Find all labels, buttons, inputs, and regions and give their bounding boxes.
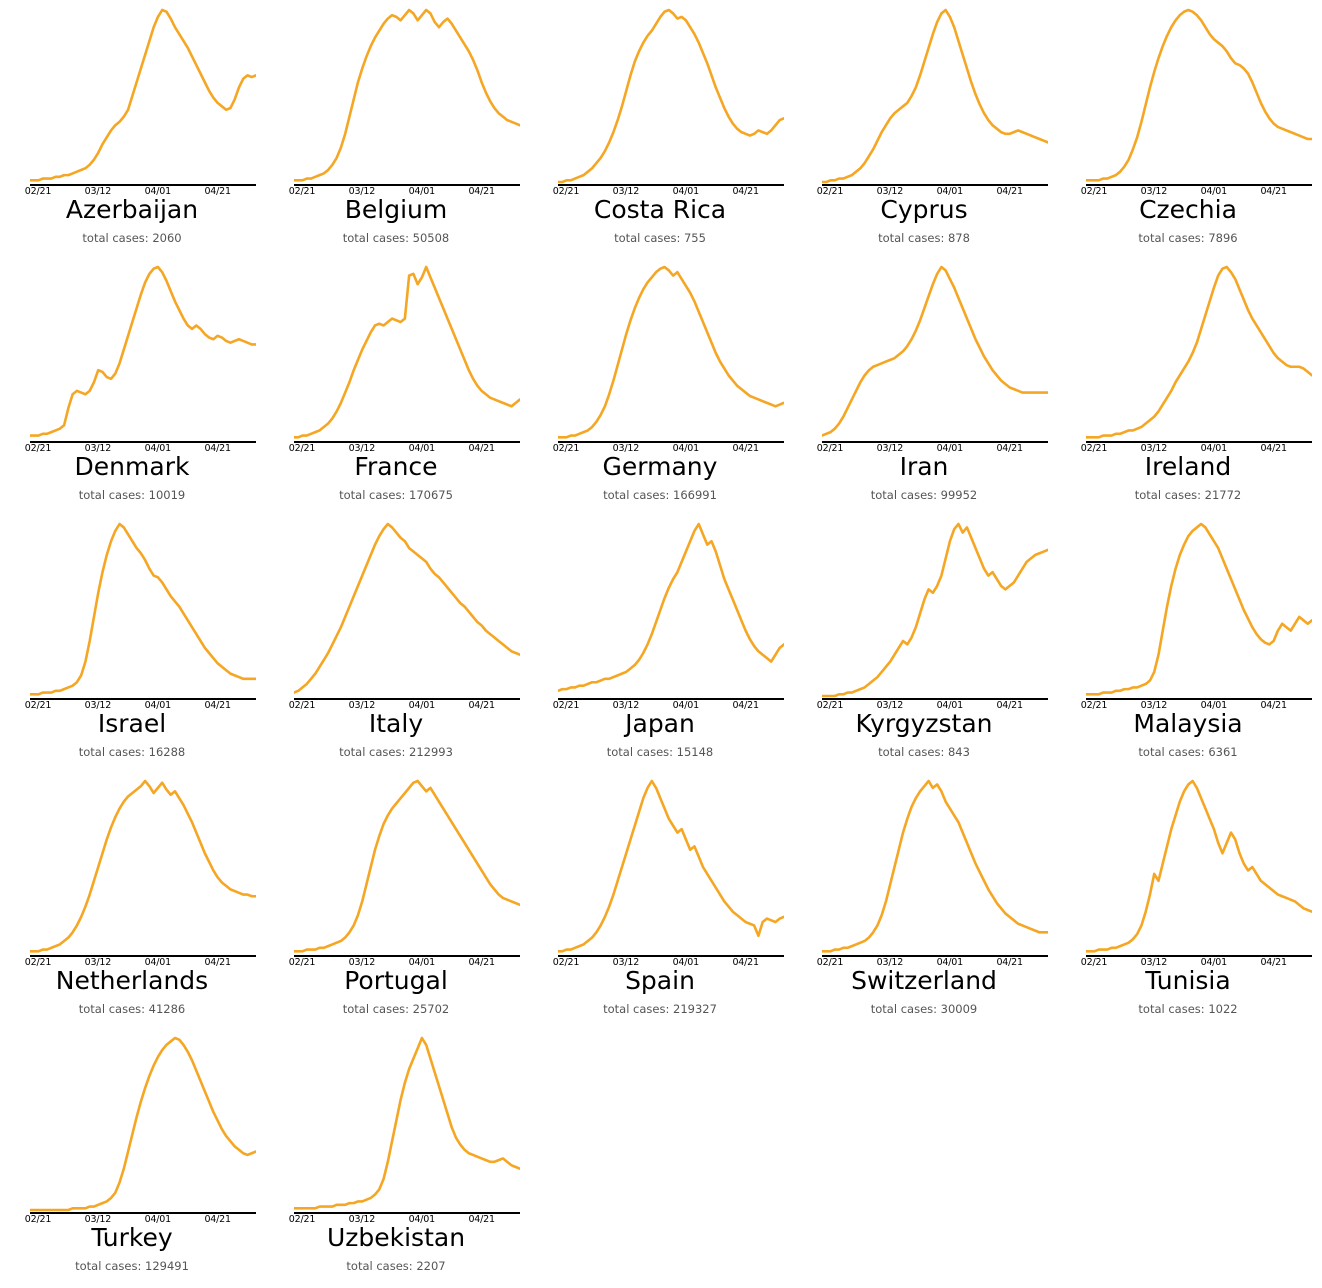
- chart-panel: [792, 771, 1056, 1028]
- panel-plot-area: [822, 6, 1048, 184]
- panel-country-title: Tunisia: [1145, 966, 1231, 995]
- case-curve-line: [822, 267, 1048, 436]
- x-tick-label: 04/21: [468, 700, 495, 711]
- panel-country-title: Turkey: [91, 1223, 173, 1252]
- panel-plot-area: [30, 1034, 256, 1212]
- x-tick-label: 04/01: [936, 700, 963, 711]
- case-curve-line: [1086, 781, 1312, 951]
- panel-total-cases-label: total cases: 2207: [346, 1259, 446, 1273]
- panel-total-cases-label: total cases: 21772: [1134, 488, 1242, 502]
- panel-country-title: Netherlands: [55, 966, 209, 995]
- panel-total-cases-label: total cases: 755: [614, 231, 706, 245]
- x-tick-label: 04/01: [936, 186, 963, 197]
- chart-panel: [792, 514, 1056, 771]
- case-curve-line: [558, 781, 784, 951]
- panel-country-title: Malaysia: [1133, 709, 1243, 738]
- case-curve-line: [30, 267, 256, 436]
- x-tick-label: 03/12: [1140, 700, 1168, 711]
- panel-total-cases-label: total cases: 170675: [339, 488, 453, 502]
- x-tick-label: 02/21: [552, 186, 580, 197]
- x-tick-label: 03/12: [84, 186, 112, 197]
- x-tick-label: 04/01: [936, 957, 963, 968]
- panel-country-title: Switzerland: [851, 966, 997, 995]
- x-tick-label: 03/12: [348, 443, 376, 454]
- x-tick-label: 04/21: [1260, 957, 1287, 968]
- chart-panel: [528, 514, 792, 771]
- x-tick-label: 02/21: [552, 957, 580, 968]
- panel-plot-area: [294, 263, 520, 441]
- x-tick-label: 03/12: [612, 700, 640, 711]
- case-curve-line: [294, 524, 520, 693]
- panel-country-title: Iran: [899, 452, 949, 481]
- x-tick-label: 04/21: [468, 1214, 495, 1225]
- x-tick-label: 04/21: [1260, 443, 1287, 454]
- x-tick-label: 02/21: [816, 957, 844, 968]
- case-curve-line: [558, 10, 784, 182]
- chart-panel: [1056, 771, 1320, 1028]
- chart-panel: [1056, 0, 1320, 257]
- chart-panel: [264, 771, 528, 1028]
- x-tick-label: 04/21: [732, 186, 759, 197]
- panel-plot-area: [1086, 263, 1312, 441]
- case-curve-line: [30, 10, 256, 180]
- case-curve-line: [30, 524, 256, 694]
- x-tick-label: 04/21: [996, 957, 1023, 968]
- x-tick-label: 04/21: [732, 700, 759, 711]
- x-tick-label: 02/21: [816, 186, 844, 197]
- x-tick-label: 02/21: [288, 186, 316, 197]
- case-curve-line: [294, 1038, 520, 1208]
- x-tick-label: 04/01: [408, 957, 435, 968]
- case-curve-line: [1086, 10, 1312, 180]
- panel-plot-area: [30, 6, 256, 184]
- x-tick-label: 03/12: [1140, 186, 1168, 197]
- x-tick-label: 04/01: [144, 700, 171, 711]
- x-tick-label: 03/12: [612, 186, 640, 197]
- chart-panel: [1056, 257, 1320, 514]
- panel-plot-area: [558, 777, 784, 955]
- panel-total-cases-label: total cases: 878: [878, 231, 970, 245]
- x-tick-label: 04/01: [936, 443, 963, 454]
- panel-plot-area: [30, 263, 256, 441]
- x-tick-label: 04/21: [204, 1214, 231, 1225]
- x-tick-label: 03/12: [348, 700, 376, 711]
- chart-panel: [264, 257, 528, 514]
- x-tick-label: 04/01: [144, 1214, 171, 1225]
- panel-plot-area: [822, 777, 1048, 955]
- panel-country-title: Japan: [625, 709, 695, 738]
- panel-total-cases-label: total cases: 1022: [1138, 1002, 1238, 1016]
- x-tick-label: 02/21: [288, 700, 316, 711]
- x-tick-label: 03/12: [84, 1214, 112, 1225]
- x-tick-label: 04/01: [144, 443, 171, 454]
- panel-total-cases-label: total cases: 7896: [1138, 231, 1238, 245]
- panel-country-title: France: [354, 452, 438, 481]
- panel-plot-area: [1086, 777, 1312, 955]
- chart-panel: [0, 771, 264, 1028]
- panel-total-cases-label: total cases: 41286: [78, 1002, 186, 1016]
- panel-country-title: Belgium: [344, 195, 448, 224]
- x-tick-label: 02/21: [1080, 443, 1108, 454]
- x-tick-label: 03/12: [84, 700, 112, 711]
- case-curve-line: [558, 524, 784, 691]
- x-tick-label: 03/12: [84, 957, 112, 968]
- x-tick-label: 03/12: [84, 443, 112, 454]
- chart-panel: [264, 1028, 528, 1285]
- panel-total-cases-label: total cases: 212993: [339, 745, 453, 759]
- x-tick-label: 03/12: [1140, 957, 1168, 968]
- panel-country-title: Denmark: [74, 452, 190, 481]
- chart-panel: [0, 257, 264, 514]
- x-tick-label: 04/01: [408, 186, 435, 197]
- panel-plot-area: [1086, 520, 1312, 698]
- panel-total-cases-label: total cases: 15148: [606, 745, 714, 759]
- panel-country-title: Costa Rica: [593, 195, 727, 224]
- chart-panel: [792, 257, 1056, 514]
- x-tick-label: 04/01: [672, 443, 699, 454]
- panel-country-title: Portugal: [344, 966, 448, 995]
- x-tick-label: 04/21: [468, 443, 495, 454]
- x-tick-label: 04/21: [204, 700, 231, 711]
- x-tick-label: 03/12: [612, 957, 640, 968]
- panel-total-cases-label: total cases: 16288: [78, 745, 186, 759]
- case-curve-line: [1086, 267, 1312, 437]
- panel-country-title: Italy: [368, 709, 424, 738]
- x-tick-label: 02/21: [24, 443, 52, 454]
- panel-plot-area: [558, 263, 784, 441]
- case-curve-line: [30, 781, 256, 951]
- x-tick-label: 03/12: [876, 443, 904, 454]
- case-curve-line: [30, 1038, 256, 1210]
- x-tick-label: 04/01: [672, 700, 699, 711]
- x-tick-label: 02/21: [288, 443, 316, 454]
- chart-panel: [0, 514, 264, 771]
- panel-total-cases-label: total cases: 50508: [342, 231, 450, 245]
- chart-panel: [528, 257, 792, 514]
- panel-plot-area: [822, 263, 1048, 441]
- panel-country-title: Israel: [97, 709, 167, 738]
- panel-plot-area: [558, 6, 784, 184]
- x-tick-label: 02/21: [24, 1214, 52, 1225]
- panel-plot-area: [822, 520, 1048, 698]
- chart-panel: [528, 771, 792, 1028]
- panel-plot-area: [294, 777, 520, 955]
- x-tick-label: 04/21: [732, 957, 759, 968]
- x-tick-label: 03/12: [348, 1214, 376, 1225]
- x-tick-label: 04/21: [996, 186, 1023, 197]
- x-tick-label: 02/21: [24, 186, 52, 197]
- panel-plot-area: [558, 520, 784, 698]
- x-tick-label: 03/12: [1140, 443, 1168, 454]
- panel-total-cases-label: total cases: 129491: [75, 1259, 189, 1273]
- panel-total-cases-label: total cases: 25702: [342, 1002, 450, 1016]
- x-tick-label: 04/01: [408, 700, 435, 711]
- x-tick-label: 04/21: [996, 700, 1023, 711]
- chart-panel: [1056, 514, 1320, 771]
- panel-country-title: Cyprus: [880, 195, 968, 224]
- x-tick-label: 04/21: [1260, 700, 1287, 711]
- x-tick-label: 02/21: [288, 1214, 316, 1225]
- x-tick-label: 04/01: [1200, 443, 1227, 454]
- x-tick-label: 03/12: [612, 443, 640, 454]
- x-tick-label: 04/01: [1200, 700, 1227, 711]
- x-tick-label: 04/21: [996, 443, 1023, 454]
- chart-panel: [792, 0, 1056, 257]
- x-tick-label: 02/21: [816, 443, 844, 454]
- x-tick-label: 02/21: [24, 700, 52, 711]
- panel-country-title: Germany: [602, 452, 718, 481]
- x-tick-label: 04/21: [468, 957, 495, 968]
- x-tick-label: 04/01: [144, 957, 171, 968]
- case-curve-line: [822, 10, 1048, 182]
- chart-panel: [0, 0, 264, 257]
- panel-total-cases-label: total cases: 166991: [603, 488, 717, 502]
- x-tick-label: 04/21: [204, 957, 231, 968]
- x-tick-label: 03/12: [876, 186, 904, 197]
- x-tick-label: 03/12: [876, 700, 904, 711]
- panel-plot-area: [294, 520, 520, 698]
- x-tick-label: 02/21: [288, 957, 316, 968]
- x-tick-label: 02/21: [1080, 186, 1108, 197]
- x-tick-label: 04/01: [672, 186, 699, 197]
- x-tick-label: 03/12: [348, 186, 376, 197]
- panel-total-cases-label: total cases: 843: [878, 745, 970, 759]
- x-tick-label: 02/21: [24, 957, 52, 968]
- chart-panel: [0, 1028, 264, 1285]
- x-tick-label: 04/01: [672, 957, 699, 968]
- x-tick-label: 02/21: [1080, 700, 1108, 711]
- chart-panel: [528, 0, 792, 257]
- x-tick-label: 03/12: [348, 957, 376, 968]
- x-tick-label: 04/01: [144, 186, 171, 197]
- panel-country-title: Spain: [625, 966, 695, 995]
- x-tick-label: 02/21: [552, 700, 580, 711]
- panel-plot-area: [294, 1034, 520, 1212]
- case-curve-line: [558, 267, 784, 437]
- panel-plot-area: [30, 777, 256, 955]
- panel-total-cases-label: total cases: 2060: [82, 231, 182, 245]
- x-tick-label: 04/21: [468, 186, 495, 197]
- x-tick-label: 02/21: [552, 443, 580, 454]
- x-tick-label: 04/01: [408, 443, 435, 454]
- case-curve-line: [294, 781, 520, 951]
- x-tick-label: 02/21: [1080, 957, 1108, 968]
- panel-total-cases-label: total cases: 219327: [603, 1002, 717, 1016]
- panel-plot-area: [294, 6, 520, 184]
- x-tick-label: 04/01: [1200, 186, 1227, 197]
- x-tick-label: 03/12: [876, 957, 904, 968]
- x-tick-label: 04/21: [1260, 186, 1287, 197]
- panel-plot-area: [1086, 6, 1312, 184]
- panel-plot-area: [30, 520, 256, 698]
- case-curve-line: [822, 781, 1048, 951]
- case-curve-line: [1086, 524, 1312, 694]
- panel-country-title: Kyrgyzstan: [855, 709, 993, 738]
- panel-country-title: Czechia: [1139, 195, 1237, 224]
- panel-total-cases-label: total cases: 6361: [1138, 745, 1238, 759]
- case-curve-line: [294, 10, 520, 180]
- chart-panel: [264, 514, 528, 771]
- panel-total-cases-label: total cases: 30009: [870, 1002, 978, 1016]
- panel-total-cases-label: total cases: 99952: [870, 488, 978, 502]
- panel-total-cases-label: total cases: 10019: [78, 488, 186, 502]
- x-tick-label: 04/21: [732, 443, 759, 454]
- panel-country-title: Ireland: [1144, 452, 1232, 481]
- case-curve-line: [822, 524, 1048, 696]
- x-tick-label: 04/01: [1200, 957, 1227, 968]
- case-curve-line: [294, 267, 520, 437]
- x-tick-label: 04/01: [408, 1214, 435, 1225]
- panel-country-title: Azerbaijan: [65, 195, 199, 224]
- chart-panel: [264, 0, 528, 257]
- x-tick-label: 02/21: [816, 700, 844, 711]
- x-tick-label: 04/21: [204, 443, 231, 454]
- panel-country-title: Uzbekistan: [326, 1223, 466, 1252]
- x-tick-label: 04/21: [204, 186, 231, 197]
